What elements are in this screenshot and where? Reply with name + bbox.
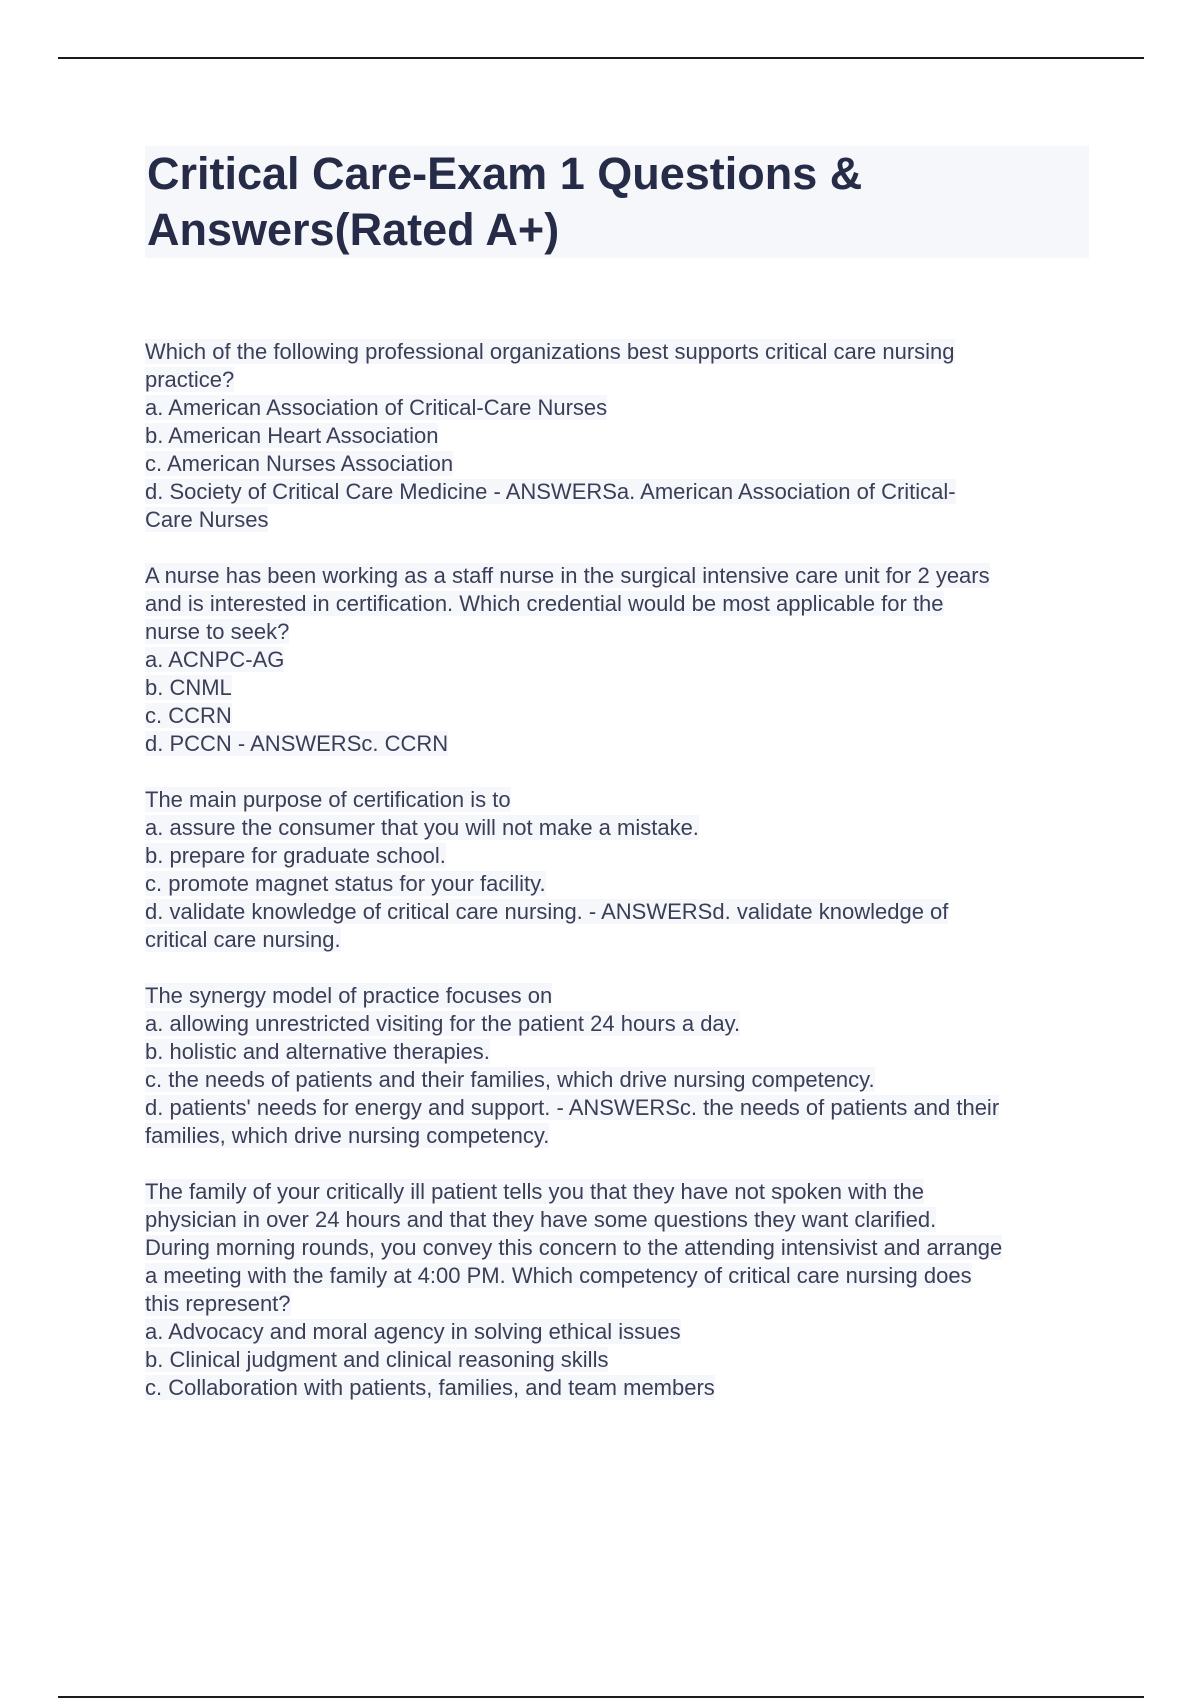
text-line: families, which drive nursing competency. <box>145 1123 550 1148</box>
text-line: c. the needs of patients and their families, which drive nursing competency. <box>145 1067 875 1092</box>
text-line: this represent? <box>145 1291 291 1316</box>
text-line: a. Advocacy and moral agency in solving ethical issues <box>145 1319 681 1344</box>
title-block <box>145 146 1089 258</box>
questions-list <box>145 338 1090 1430</box>
text-line: d. Society of Critical Care Medicine - ANSWERSa. American Association of Critical- <box>145 479 956 504</box>
text-line: d. PCCN - ANSWERSc. CCRN <box>145 731 449 756</box>
text-line: Care Nurses <box>145 507 269 532</box>
text-line: During morning rounds, you convey this concern to the attending intensivist and arrange <box>145 1235 1003 1260</box>
text-line: c. CCRN <box>145 703 232 728</box>
document-title: Critical Care-Exam 1 Questions & Answers(Rated A+) <box>147 148 863 255</box>
footer-rule <box>58 1696 1144 1698</box>
text-line: Which of the following professional organizations best supports critical care nursing <box>145 339 955 364</box>
text-line: and is interested in certification. Which credential would be most applicable for the <box>145 591 944 616</box>
text-line: a. assure the consumer that you will not make a mistake. <box>145 815 699 840</box>
text-line: b. American Heart Association <box>145 423 439 448</box>
text-line: b. Clinical judgment and clinical reasoning skills <box>145 1347 609 1372</box>
text-line: d. patients' needs for energy and support. - ANSWERSc. the needs of patients and their <box>145 1095 1000 1120</box>
text-line: A nurse has been working as a staff nurse in the surgical intensive care unit for 2 years <box>145 563 990 588</box>
text-line: b. holistic and alternative therapies. <box>145 1039 490 1064</box>
text-line: c. American Nurses Association <box>145 451 454 476</box>
question-block-3 <box>145 786 1090 954</box>
text-line: a. ACNPC-AG <box>145 647 285 672</box>
text-line: practice? <box>145 367 235 392</box>
header-rule <box>58 57 1144 59</box>
question-block-2 <box>145 562 1090 758</box>
text-line: a. allowing unrestricted visiting for the patient 24 hours a day. <box>145 1011 741 1036</box>
text-line: a. American Association of Critical-Care Nurses <box>145 395 608 420</box>
text-line: c. promote magnet status for your facility. <box>145 871 546 896</box>
text-line: physician in over 24 hours and that they have some questions they want clarified. <box>145 1207 937 1232</box>
text-line: critical care nursing. <box>145 927 341 952</box>
text-line: a meeting with the family at 4:00 PM. Which competency of critical care nursing does <box>145 1263 972 1288</box>
question-block-1 <box>145 338 1090 534</box>
text-line: b. CNML <box>145 675 232 700</box>
text-line: c. Collaboration with patients, families, and team members <box>145 1375 715 1400</box>
text-line: The main purpose of certification is to <box>145 787 511 812</box>
text-line: d. validate knowledge of critical care nursing. - ANSWERSd. validate knowledge of <box>145 899 949 924</box>
question-block-4 <box>145 982 1090 1150</box>
text-line: b. prepare for graduate school. <box>145 843 446 868</box>
text-line: The synergy model of practice focuses on <box>145 983 553 1008</box>
question-block-5 <box>145 1178 1090 1402</box>
text-line: The family of your critically ill patient tells you that they have not spoken with the <box>145 1179 924 1204</box>
text-line: nurse to seek? <box>145 619 290 644</box>
